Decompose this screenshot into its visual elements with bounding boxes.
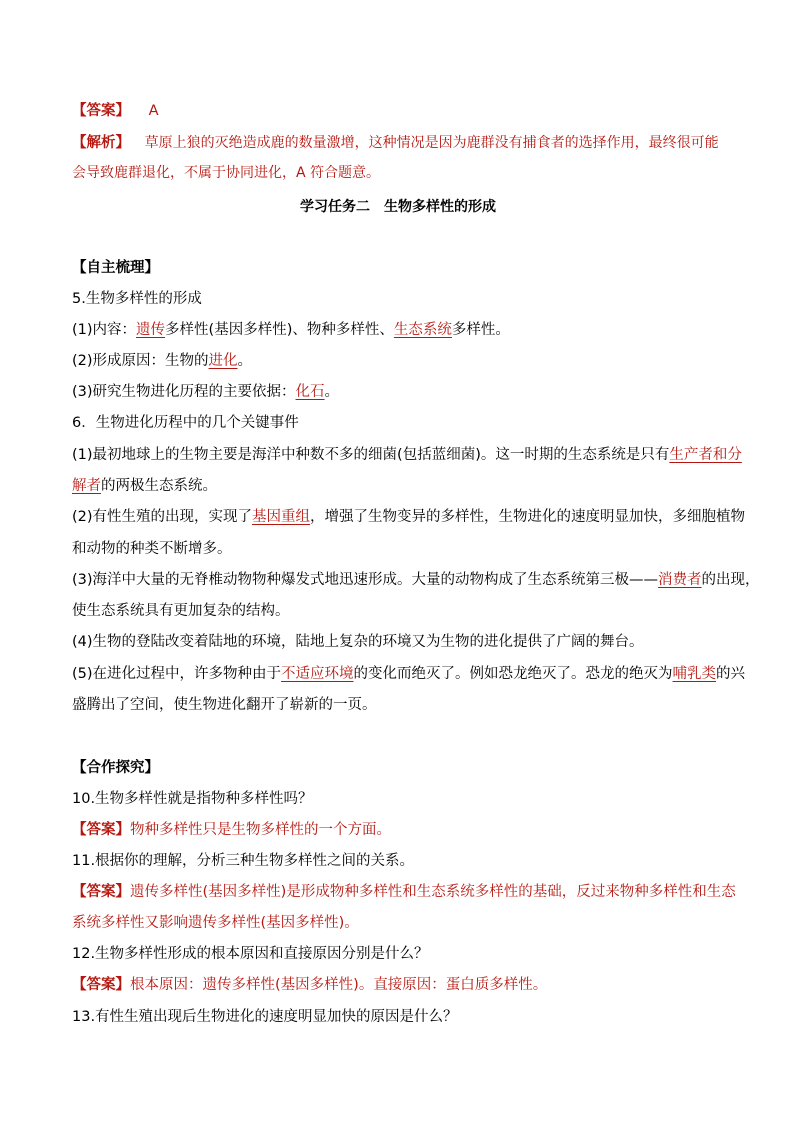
event-2-text-b: ，增强了生物变异的多样性，生物进化的速度明显加快，多细胞植物 <box>310 509 746 525</box>
answer-10-text: 物种多样性只是生物多样性的一个方面。 <box>130 822 391 838</box>
event-5-text-a: (5)在进化过程中，许多物种由于 <box>72 666 282 682</box>
point-1-text-c: 多样性。 <box>451 322 510 338</box>
blank-evolution: 进化 <box>208 353 238 369</box>
blank-mammals: 哺乳类 <box>672 666 717 682</box>
blank-fossil: 化石 <box>295 384 325 400</box>
event-3-line-1 <box>72 570 760 590</box>
question-6: 6．生物进化历程中的几个关键事件 <box>72 415 299 431</box>
event-3-text-b: 的出现， <box>701 572 760 588</box>
blank-producers-2: 解者 <box>72 478 101 494</box>
answer-10 <box>72 820 391 840</box>
answer-tag: 【答案】 <box>72 103 130 119</box>
question-10: 10.生物多样性就是指物种多样性吗？ <box>72 791 313 807</box>
event-2-line-2: 和动物的种类不断增多。 <box>72 541 232 557</box>
answer-11-text-2: 系统多样性又影响遗传多样性(基因多样性)。 <box>72 915 359 931</box>
event-3-line-2: 使生态系统具有更加复杂的结构。 <box>72 603 290 619</box>
analysis-line-1 <box>72 133 719 153</box>
event-5-text-b: 的变化而绝灭了。例如恐龙绝灭了。恐龙的绝灭为 <box>353 666 673 682</box>
blank-heredity: 遗传 <box>136 322 166 338</box>
event-2-text-a: (2)有性生殖的出现，实现了 <box>72 509 253 525</box>
event-2-line-1 <box>72 507 745 527</box>
point-3-text-b: 。 <box>324 384 340 400</box>
point-3-text-a: (3)研究生物进化历程的主要依据： <box>72 384 296 400</box>
event-5-line-1 <box>72 664 745 684</box>
analysis-tag: 【解析】 <box>72 135 130 151</box>
point-2-text-a: (2)形成原因：生物的 <box>72 353 209 369</box>
section-title: 学习任务二 生物多样性的形成 <box>300 199 496 215</box>
point-2-text-b: 。 <box>237 353 253 369</box>
event-1-text-a: (1)最初地球上的生物主要是海洋中种数不多的细菌(包括蓝细菌)。这一时期的生态系统是只有 <box>72 447 670 463</box>
event-5-text-c: 的兴 <box>716 666 746 682</box>
answer-12-tag: 【答案】 <box>72 977 130 993</box>
event-1-line-1 <box>72 445 742 465</box>
answer-12-text: 根本原因：遗传多样性(基因多样性)。直接原因：蛋白质多样性。 <box>130 977 548 993</box>
blank-recombination: 基因重组 <box>252 509 311 525</box>
event-1-line-2 <box>72 476 217 496</box>
question-5: 5.生物多样性的形成 <box>72 291 202 307</box>
event-1-text-b: 的两极生态系统。 <box>101 478 217 494</box>
answer-value: A <box>148 103 159 119</box>
blank-consumers: 消费者 <box>658 572 702 588</box>
blank-producers-1: 生产者和分 <box>669 447 742 463</box>
point-1 <box>72 320 510 340</box>
point-2 <box>72 351 252 371</box>
analysis-text-1: 草原上狼的灭绝造成鹿的数量激增，这种情况是因为鹿群没有捕食者的选择作用，最终很可能 <box>144 135 719 151</box>
answer-11-line-1 <box>72 882 736 902</box>
blank-maladaptation: 不适应环境 <box>281 666 354 682</box>
answer-11-text-1: 遗传多样性(基因多样性)是形成物种多样性和生态系统多样性的基础，反过来物种多样性和生态 <box>130 884 736 900</box>
answer-12 <box>72 975 547 995</box>
answer-10-tag: 【答案】 <box>72 822 130 838</box>
answer-line <box>72 101 159 121</box>
event-4: (4)生物的登陆改变着陆地的环境，陆地上复杂的环境又为生物的进化提供了广阔的舞台。 <box>72 634 644 650</box>
question-12: 12.生物多样性形成的根本原因和直接原因分别是什么？ <box>72 946 429 962</box>
point-1-text-b: 多样性(基因多样性)、物种多样性、 <box>165 322 394 338</box>
event-5-line-2: 盛腾出了空间，使生物进化翻开了崭新的一页。 <box>72 697 377 713</box>
event-3-text-a: (3)海洋中大量的无脊椎动物物种爆发式地迅速形成。大量的动物构成了生态系统第三极—— <box>72 572 659 588</box>
point-3 <box>72 382 339 402</box>
blank-ecosystem: 生态系统 <box>393 322 452 338</box>
question-13: 13.有性生殖出现后生物进化的速度明显加快的原因是什么？ <box>72 1009 458 1025</box>
question-11: 11.根据你的理解，分析三种生物多样性之间的关系。 <box>72 853 415 869</box>
answer-11-tag: 【答案】 <box>72 884 130 900</box>
analysis-text-2: 会导致鹿群退化，不属于协同进化，A 符合题意。 <box>72 165 381 181</box>
point-1-text-a: (1)内容： <box>72 322 137 338</box>
self-study-heading: 【自主梳理】 <box>72 260 159 276</box>
cooperative-heading: 【合作探究】 <box>72 760 159 776</box>
